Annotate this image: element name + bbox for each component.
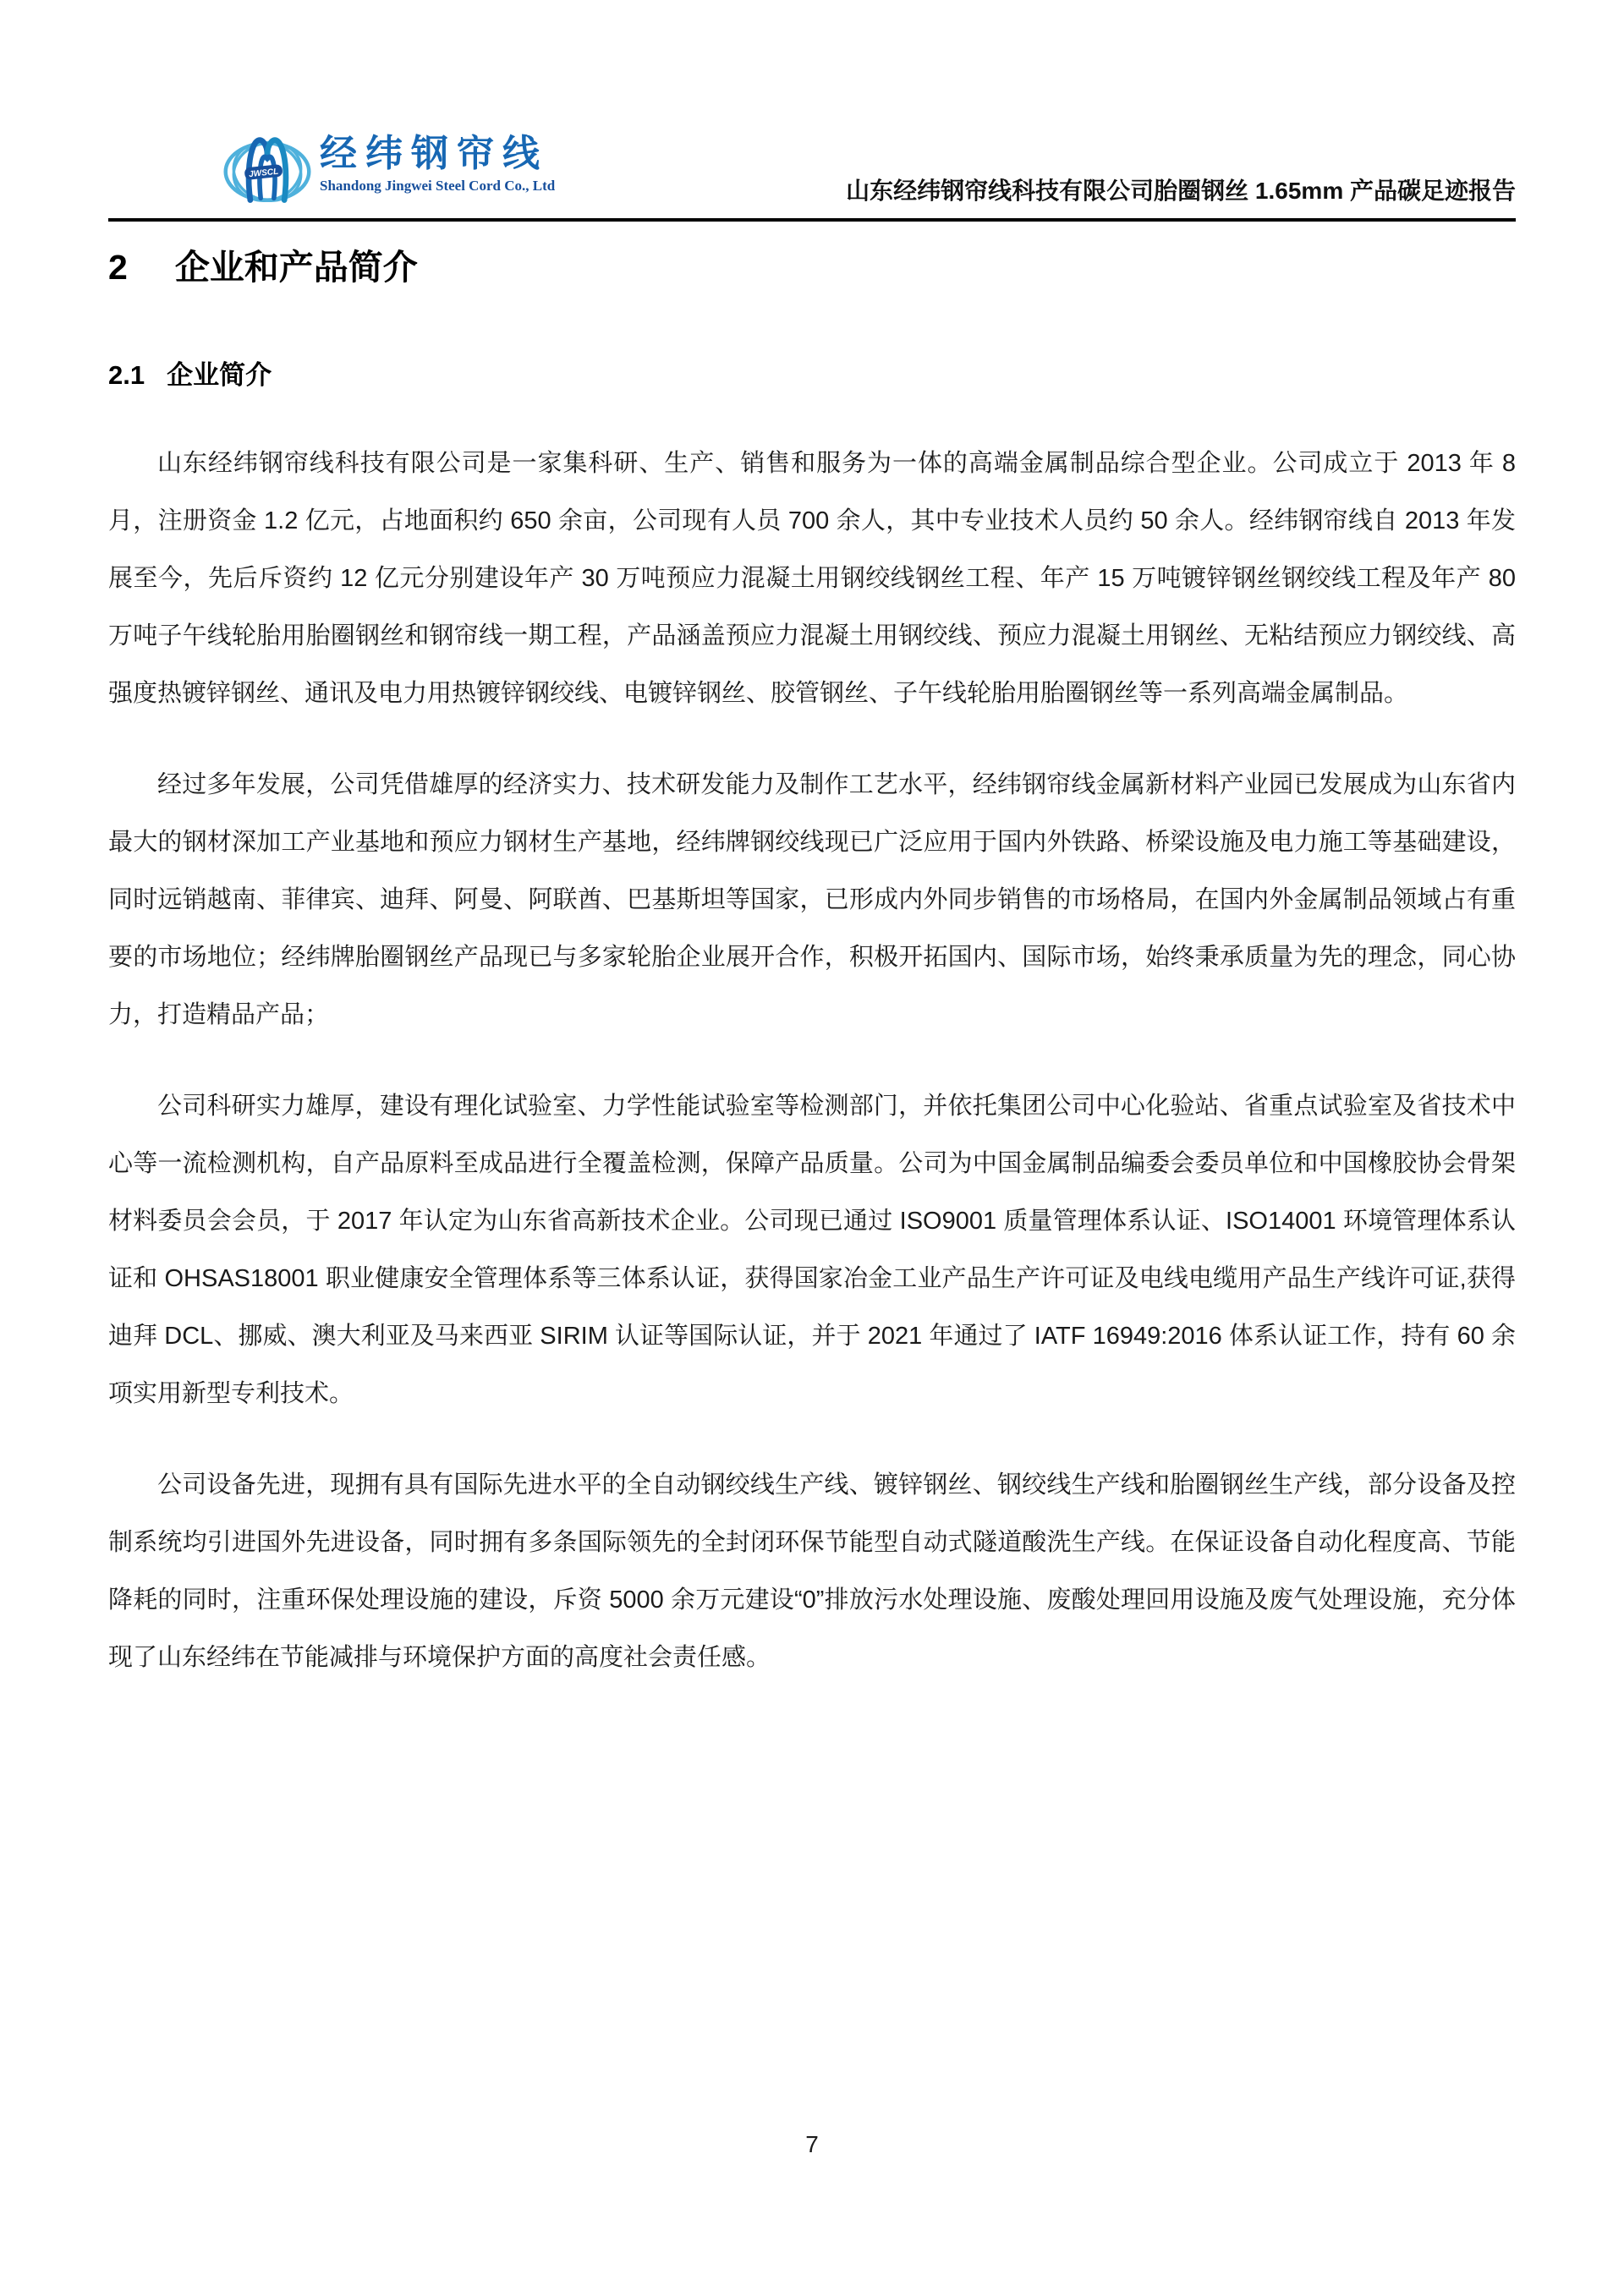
logo-company-name-en: Shandong Jingwei Steel Cord Co., Ltd bbox=[320, 178, 556, 195]
page-number: 7 bbox=[805, 2131, 819, 2157]
paragraph-research-certifications: 公司科研实力雄厚，建设有理化试验室、力学性能试验室等检测部门，并依托集团公司中心化验站、省重点试验室及省技术中心等一流检测机构，自产品原料至成品进行全覆盖检测，保障产品质量。公司为中国金属制品编委会委员单位和中国橡胶协会骨架材料委员会会员，于 2017 年认定为山东省高新技术企业。公司现已通过 ISO9001 质量管理体系认证、ISO14001 环境管理体系认证和 OHSAS18001 职业健康安全管理体系等三体系认证，获得国家冶金工业产品生产许可证及电线电缆用产品生产线许可证,获得迪拜 DCL、挪威、澳大利亚及马来西亚 SIRIM 认证等国际认证，并于 2021 年通过了 IATF 16949:2016 体系认证工作，持有 60 余项实用新型专利技术。 bbox=[108, 1093, 1516, 1408]
section-heading bbox=[108, 247, 1516, 288]
logo-company-name-cn: 经纬钢帘线 bbox=[320, 132, 548, 174]
logo-mark-text: JWSCL bbox=[248, 167, 279, 180]
company-logo bbox=[218, 117, 555, 211]
section-number: 2 bbox=[108, 248, 128, 287]
paragraph-equipment-environment: 公司设备先进，现拥有具有国际先进水平的全自动钢绞线生产线、镀锌钢丝、钢绞线生产线和胎圈钢丝生产线，部分设备及控制系统均引进国外先进设备，同时拥有多条国际领先的全封闭环保节能型自动式隧道酸洗生产线。在保证设备自动化程度高、节能降耗的同时，注重环保处理设施的建设，斥资 5000 余万元建设“0”排放污水处理设施、废酸处理回用设施及废气处理设施，充分体现了山东经纬在节能减排与环境保护方面的高度社会责任感。 bbox=[108, 1471, 1516, 1672]
subsection-title: 企业简介 bbox=[167, 360, 272, 391]
subsection-heading bbox=[108, 359, 1516, 391]
page-header bbox=[108, 0, 1516, 222]
document-title: 山东经纬钢帘线科技有限公司胎圈钢丝 1.65mm 产品碳足迹报告 bbox=[846, 178, 1516, 204]
paragraph-development-market: 经过多年发展，公司凭借雄厚的经济实力、技术研发能力及制作工艺水平，经纬钢帘线金属新材料产业园已发展成为山东省内最大的钢材深加工产业基地和预应力钢材生产基地，经纬牌钢绞线现已广泛应用于国内外铁路、桥梁设施及电力施工等基础建设，同时远销越南、菲律宾、迪拜、阿曼、阿联酋、巴基斯坦等国家，已形成内外同步销售的市场格局，在国内外金属制品领域占有重要的市场地位；经纬牌胎圈钢丝产品现已与多家轮胎企业展开合作，积极开拓国内、国际市场，始终秉承质量为先的理念，同心协力，打造精品产品； bbox=[108, 771, 1516, 1029]
document-body bbox=[108, 247, 1516, 1720]
subsection-number: 2.1 bbox=[108, 360, 145, 391]
logo-text-block bbox=[320, 134, 555, 195]
globe-logo-icon bbox=[218, 117, 316, 211]
paragraphs-container bbox=[108, 435, 1516, 1686]
paragraph-company-overview: 山东经纬钢帘线科技有限公司是一家集科研、生产、销售和服务为一体的高端金属制品综合型企业。公司成立于 2013 年 8 月，注册资金 1.2 亿元，占地面积约 650 余亩，公司现有人员 700 余人，其中专业技术人员约 50 余人。经纬钢帘线自 2013 年发展至今，先后斥资约 12 亿元分别建设年产 30 万吨预应力混凝土用钢绞线钢丝工程、年产 15 万吨镀锌钢丝钢绞线工程及年产 80 万吨子午线轮胎用胎圈钢丝和钢帘线一期工程，产品涵盖预应力混凝土用钢绞线、预应力混凝土用钢丝、无粘结预应力钢绞线、高强度热镀锌钢丝、通讯及电力用热镀锌钢绞线、电镀锌钢丝、胶管钢丝、子午线轮胎用胎圈钢丝等一系列高端金属制品。 bbox=[108, 450, 1516, 708]
section-title: 企业和产品简介 bbox=[174, 248, 418, 287]
